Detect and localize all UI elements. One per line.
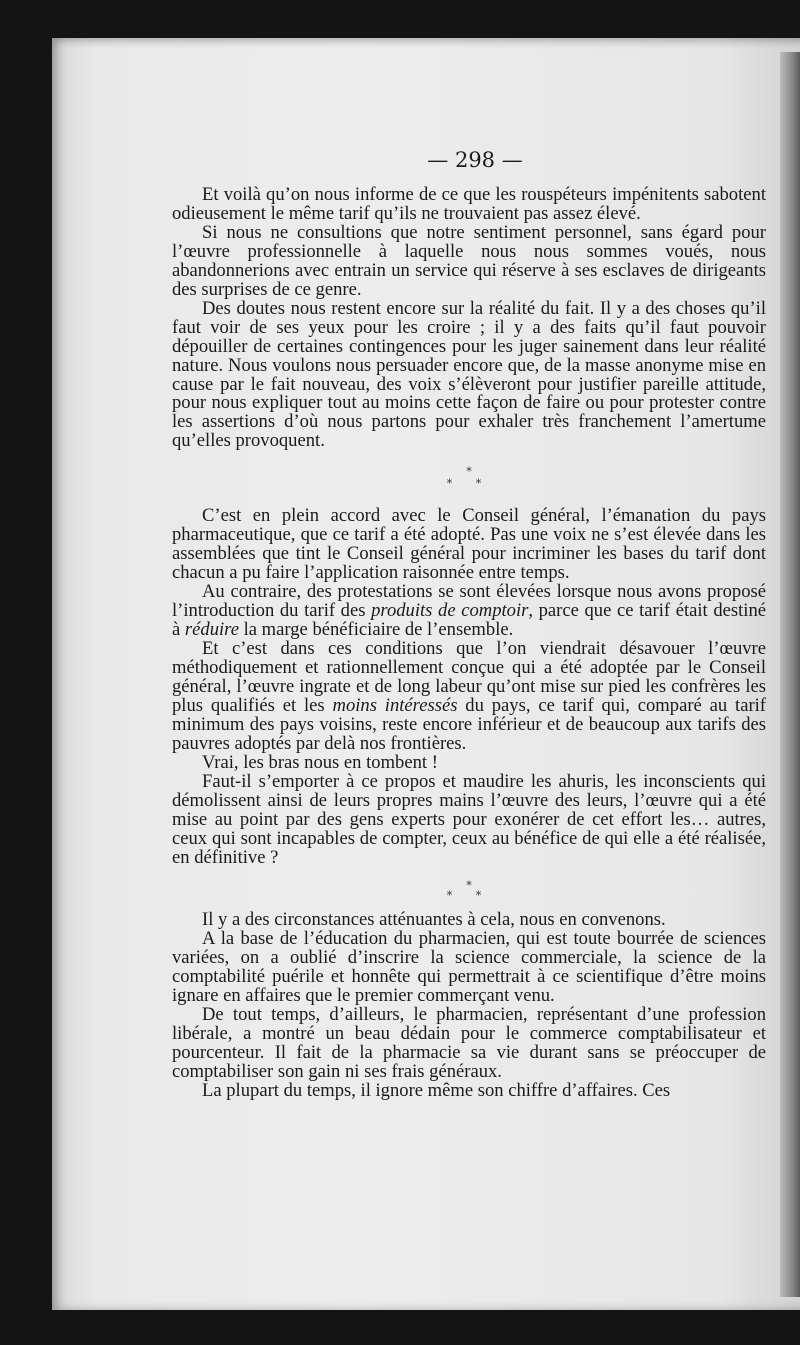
paragraph: Des doutes nous restent encore sur la réalité du fait. Il y a des choses qu’il faut voir de ses yeux pour les croire ; il y a des faits qu’il faut pouvoir dépouiller de certaines contingences pour les juger sainement dans leur réalité nature. Nous voulons nous persuader encore que, de la masse anonyme mise en cause par le fait nouveau, des voix s’élèveront pour justifier pareille attitude, pour nous expliquer tout au moins cette façon de faire ou pour protester contre les assertions d’où nous partons pour exhaler très franchement l’amertume qu’elles provoquent. [172,297,766,452]
paragraph-text: Et c’est dans ces conditions que l’on viendrait désavouer l’œuvre méthodiquement et rationnellement conçue qui a été adoptée par le Conseil général, l’œuvre ingrate et de long labeur qu’ont mise sur pied les confrères les plus qualifiés et les [172,638,766,716]
asterism-top: * [466,465,472,479]
page-fore-edge [780,52,800,1297]
paragraph: A la base de l’éducation du pharmacien, qui est toute bourrée de sciences variées, on a oublié d’inscrire la science commerciale, la science de la comptabilité puérile et honnête qui permettrait à ce scientifique d’être moins ignare en affaires que le premier commerçant venu. [172,928,766,1007]
paragraph: Il y a des circonstances atténuantes à cela, nous en convenons. [202,909,666,931]
paragraph [172,640,766,754]
paragraph: De tout temps, d’ailleurs, le pharmacien, représentant d’une profession libérale, a montré un beau dédain pour le commerce comptabilisateur et pourcenteur. Il fait de la pharmacie sa vie durant sans se préoccuper de comptabiliser son gain ni ses frais généraux. [172,1004,766,1083]
paragraph: C’est en plein accord avec le Conseil général, l’émanation du pays pharmaceutique, que ce tarif a été adopté. Pas une voix ne s’est élevée dans les assemblées que tint le Conseil général pour incriminer les bases du tarif dont chacun a pu faire l’application raisonnée entre temps. [172,505,766,584]
paragraph-text: la marge bénéficiaire de l’ensemble. [238,619,514,641]
paragraph: Et voilà qu’on nous informe de ce que les rouspéteurs impénitents sabotent odieusement le même tarif qu’ils ne trouvaient pas assez élevé. [172,184,766,224]
asterism-bottom: * * [446,889,492,903]
paragraph-text: du pays, ce tarif qui, comparé au tarif minimum des pays voisins, reste encore inférieur et de beaucoup aux tarifs des pauvres adoptés par delà nos frontières. [172,694,766,754]
paragraph-text: , parce que ce tarif était destiné à [172,600,766,641]
asterism-top: * [466,879,472,893]
paragraph: Si nous ne consultions que notre sentiment personnel, sans égard pour l’œuvre professionnelle à laquelle nous nous sommes voués, nous abandonnerions avec entrain un service qui réserve à ses esclaves de dirigeants des surprises de ce genre. [172,221,766,300]
body-text [172,186,766,1101]
emphasis-text: moins intéressés [332,694,458,716]
paragraph: Vrai, les bras nous en tombent ! [202,751,438,773]
page-number: — 298 — [427,148,523,172]
paragraph-text: Au contraire, des protestations se sont élevées lorsque nous avons proposé l’introduction du tarif des [172,581,766,622]
emphasis-text: produits de comptoir [371,600,529,622]
asterism-bottom: * * [446,477,492,491]
paragraph: Faut-il s’emporter à ce propos et maudire les ahuris, les inconscients qui démolissent ainsi de leurs propres mains l’œuvre des leurs, l’œuvre qui a été mise au point par des gens experts pour exonérer de cet effort les… autres, ceux qui sont incapables de compter, ceux au bénéfice de qui elle a été réalisée, en définitive ? [172,770,766,868]
asterism-separator [172,867,766,911]
emphasis-text: réduire [184,619,239,641]
asterism-separator [172,451,766,507]
paragraph [172,583,766,640]
paragraph: La plupart du temps, il ignore même son chiffre d’affaires. Ces [202,1080,671,1102]
